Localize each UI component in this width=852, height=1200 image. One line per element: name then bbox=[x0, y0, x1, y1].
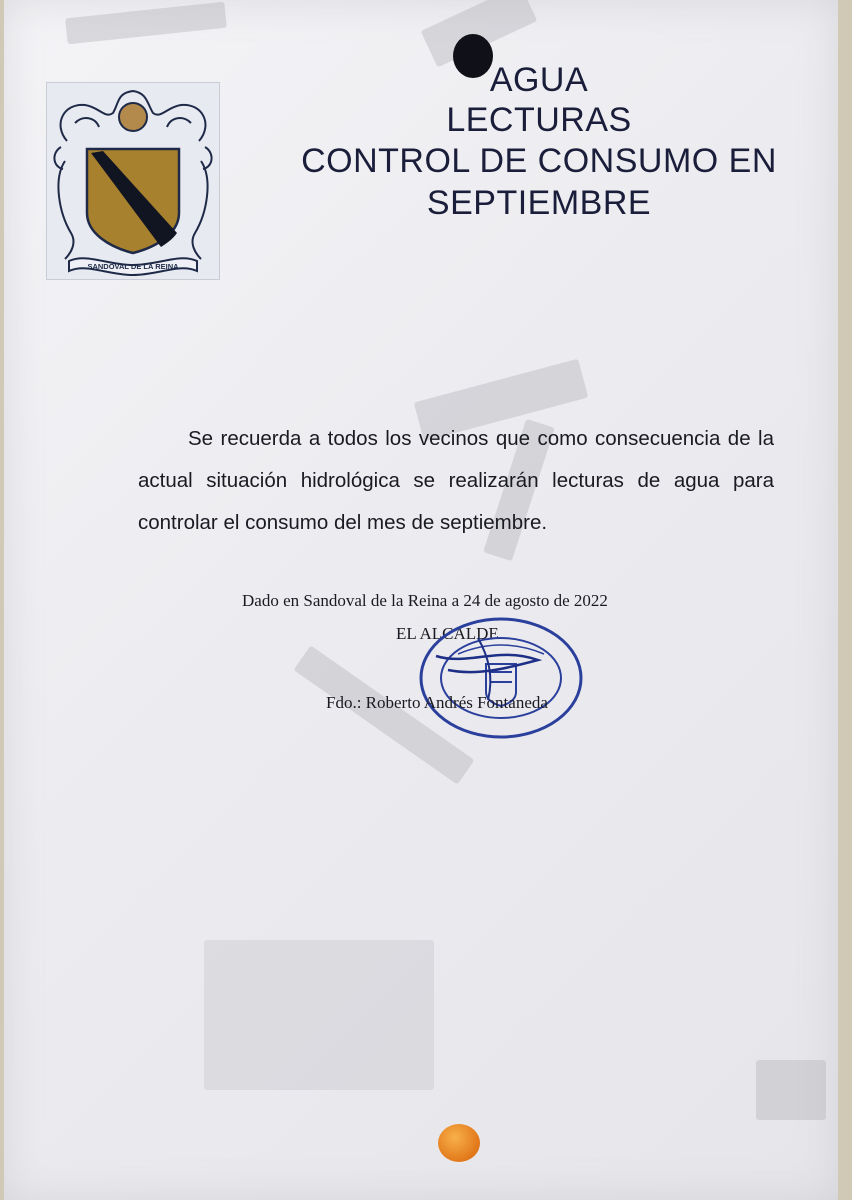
coat-of-arms-emblem bbox=[47, 83, 219, 279]
stamp-text-arc bbox=[458, 645, 544, 654]
coat-of-arms bbox=[46, 82, 220, 280]
mayor-title: EL ALCALDE bbox=[396, 624, 499, 643]
crest-banner-lettering: SANDOVAL DE LA REINA bbox=[87, 262, 179, 271]
heading-line-1: AGUA bbox=[489, 61, 589, 99]
paper-scuff bbox=[204, 940, 434, 1090]
official-stamp bbox=[418, 616, 584, 740]
heading-line-2: LECTURAS bbox=[446, 101, 632, 139]
heading-line-4: SEPTIEMBRE bbox=[426, 184, 652, 222]
tape-residue bbox=[65, 2, 227, 45]
push-pin bbox=[438, 1124, 480, 1162]
notice-sheet bbox=[4, 0, 838, 1200]
notice-body: Se recuerda a todos los vecinos que como consecuencia de la actual situación hidrológica se realizarán lecturas de agua para controlar el consumo del mes de septiembre. bbox=[138, 427, 774, 534]
push-pin bbox=[453, 34, 493, 78]
signature-line: Fdo.: Roberto Andrés Fontaneda bbox=[326, 693, 548, 712]
date-line: Dado en Sandoval de la Reina a 24 de agosto de 2022 bbox=[242, 591, 608, 610]
paper-scuff bbox=[756, 1060, 826, 1120]
heading-line-3: CONTROL DE CONSUMO EN bbox=[301, 142, 777, 180]
helmet bbox=[119, 103, 147, 131]
